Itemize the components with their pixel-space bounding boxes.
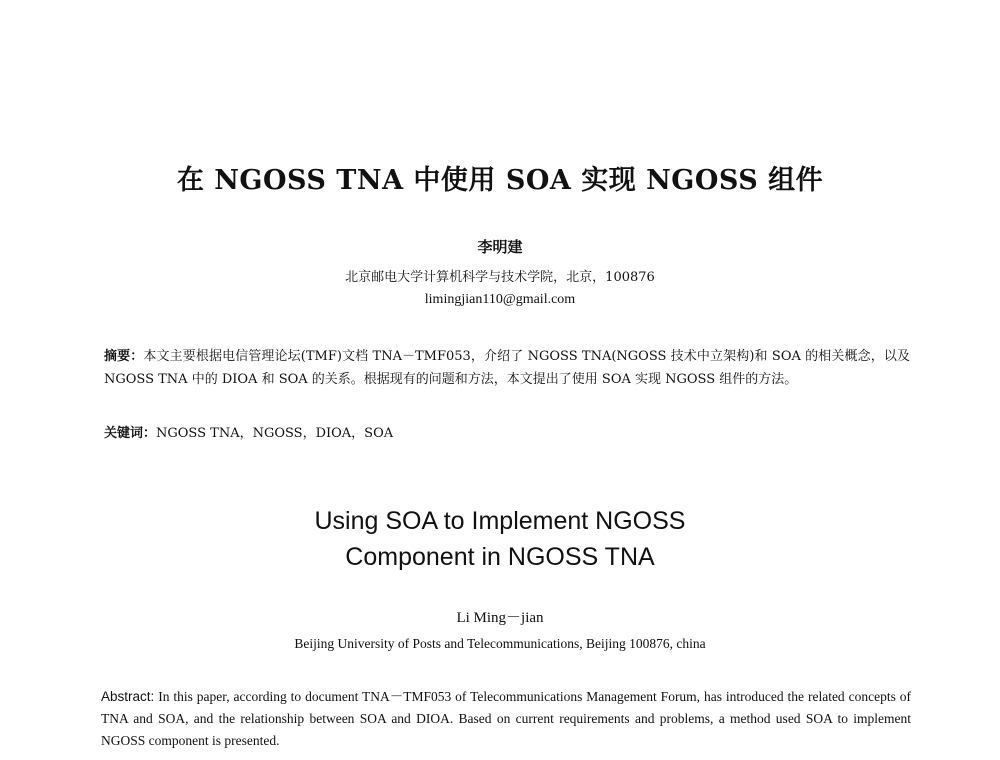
chinese-keywords-text: NGOSS TNA，NGOSS，DIOA，SOA bbox=[156, 426, 394, 441]
author-email: limingjian110@gmail.com bbox=[424, 292, 576, 307]
english-title bbox=[0, 503, 1000, 575]
english-affiliation: Beijing University of Posts and Telecommunications, Beijing 100876, china bbox=[294, 636, 706, 651]
chinese-keywords-label: 关键词： bbox=[104, 426, 157, 441]
chinese-abstract-text: 本文主要根据电信管理论坛(TMF)文档 TNA－TMF053，介绍了 NGOSS TNA(NGOSS 技术中立架构)和 SOA 的相关概念，以及 NGOSS TNA 中的 DIOA 和 SOA 的关系。根据现有的问题和方法，本文提出了使用 SOA 实现 NGOSS 组件的方法。 bbox=[104, 349, 910, 387]
chinese-abstract bbox=[104, 345, 910, 391]
english-abstract-label: Abstract: bbox=[101, 689, 155, 704]
chinese-abstract-label: 摘要： bbox=[104, 349, 144, 364]
english-title-line-1: Using SOA to Implement NGOSS bbox=[314, 507, 686, 535]
english-title-line-2: Component in NGOSS TNA bbox=[345, 543, 655, 571]
english-abstract-text: In this paper, according to document TNA－TMF053 of Telecommunications Management Forum, has introduced the related concepts of TNA and SOA, and the relationship between SOA and DIOA. Based on current requirements and problems, a method used SOA to implement NGOSS component is presented. bbox=[101, 689, 911, 748]
chinese-title: 在 NGOSS TNA 中使用 SOA 实现 NGOSS 组件 bbox=[176, 165, 824, 196]
english-abstract bbox=[101, 686, 911, 752]
chinese-keywords bbox=[104, 422, 910, 441]
chinese-affiliation: 北京邮电大学计算机科学与技术学院，北京，100876 bbox=[345, 270, 655, 285]
english-author: Li Ming－jian bbox=[456, 610, 544, 626]
chinese-author: 李明建 bbox=[477, 238, 523, 256]
